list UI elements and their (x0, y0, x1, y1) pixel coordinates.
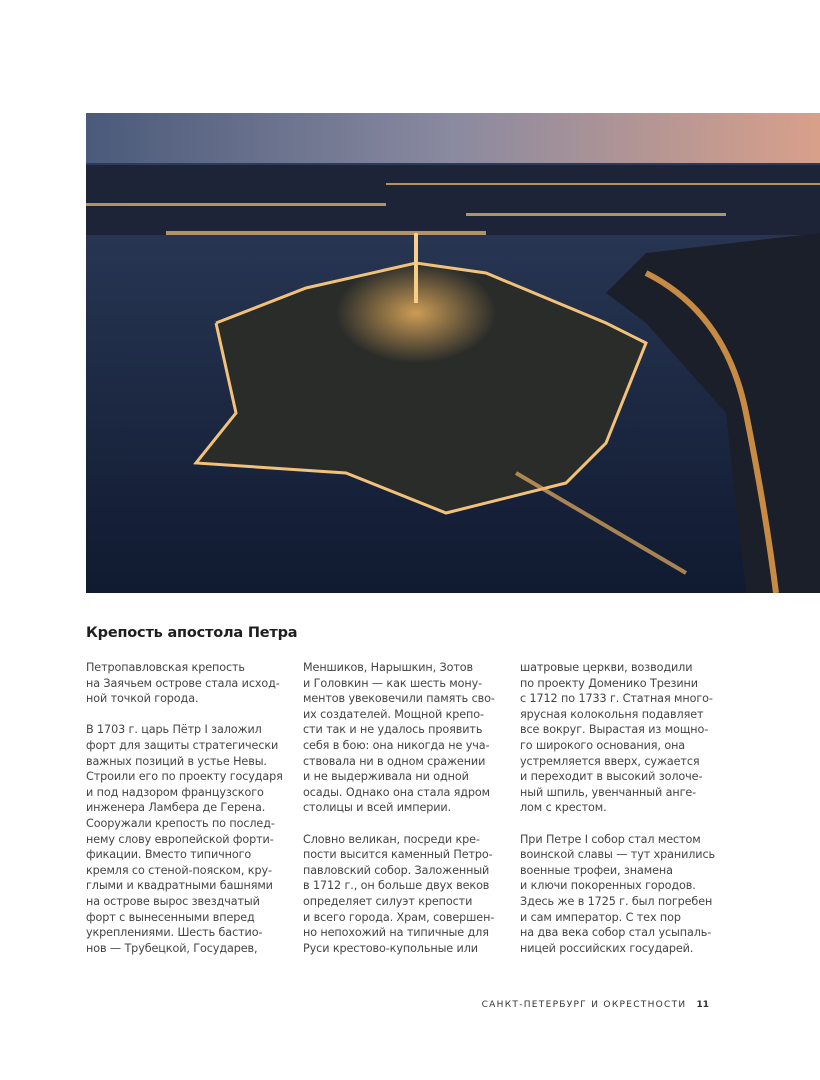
paragraph (520, 660, 735, 816)
text-line: Строили его по проекту государя (86, 770, 283, 784)
text-line: нему слову европейской форти- (86, 832, 274, 846)
text-line: форт для защиты стратегически (86, 738, 279, 752)
page-number: 11 (696, 1000, 709, 1010)
text-line: на два века собор стал усыпаль- (520, 926, 712, 940)
paragraph (303, 660, 518, 816)
text-line: пости высится каменный Петро- (303, 848, 493, 862)
text-column-1 (86, 660, 301, 972)
text-line: глыми и квадратными башнями (86, 879, 273, 893)
text-line: и ключи покоренных городов. (520, 879, 696, 893)
paragraph (520, 832, 735, 957)
text-line: все вокруг. Вырастая из мощно- (520, 723, 709, 737)
text-line: сти так и не удалось проявить (303, 723, 483, 737)
text-column-2 (303, 660, 518, 972)
text-line: на острове вырос звездчатый (86, 894, 260, 908)
text-line: Сооружали крепость по послед- (86, 816, 275, 830)
text-line: го широкого основания, она (520, 738, 686, 752)
text-line: в 1712 г., он больше двух веков (303, 879, 490, 893)
text-line: инженера Ламбера де Герена. (86, 801, 266, 815)
text-line: с 1712 по 1733 г. Статная много- (520, 692, 713, 706)
text-line: себя в бою: она никогда не уча- (303, 738, 490, 752)
text-line: Меншиков, Нарышкин, Зотов (303, 661, 474, 674)
text-line: и переходит в высокий золоче- (520, 770, 703, 784)
text-line: ный шпиль, увенчанный анге- (520, 785, 697, 799)
text-line: фикации. Вместо типичного (86, 848, 252, 862)
aerial-photo-peter-and-paul-fortress (86, 113, 820, 593)
text-column-3 (520, 660, 735, 972)
text-line: ницей российских государей. (520, 941, 694, 955)
text-line: нов — Трубецкой, Государев, (86, 941, 258, 955)
text-line: кремля со стеной-пояском, кру- (86, 863, 272, 877)
text-line: но непохожий на типичные для (303, 926, 489, 940)
text-line: воинской славы — тут хранились (520, 848, 716, 862)
text-line: столицы и всей империи. (303, 801, 452, 815)
text-line: военные трофеи, знамена (520, 863, 673, 877)
text-line: важных позиций в устье Невы. (86, 754, 267, 768)
text-line: и не выдерживала ни одной (303, 770, 469, 784)
text-line: лом с крестом. (520, 801, 607, 815)
paragraph (86, 722, 301, 956)
text-line: ствовала ни в одном сражении (303, 754, 486, 768)
text-line: и Головкин — как шесть мону- (303, 676, 483, 690)
text-line: определяет силуэт крепости (303, 894, 473, 908)
text-line: их создателей. Мощной крепо- (303, 707, 484, 721)
text-line: павловский собор. Заложенный (303, 863, 490, 877)
text-line: Здесь же в 1725 г. был погребен (520, 894, 713, 908)
text-line: ярусная колокольня подавляет (520, 707, 704, 721)
text-line: шатровые церкви, возводили (520, 661, 693, 674)
text-line: осады. Однако она стала ядром (303, 785, 491, 799)
text-line: ной точкой города. (86, 692, 199, 706)
text-line: и под надзором французского (86, 785, 264, 799)
page-footer (482, 1000, 709, 1010)
paragraph (303, 832, 518, 957)
text-line: на Заячьем острове стала исход- (86, 676, 280, 690)
text-line: ментов увековечили память сво- (303, 692, 495, 706)
text-line: укреплениями. Шесть бастио- (86, 926, 263, 940)
text-line: и всего города. Храм, совершен- (303, 910, 495, 924)
section-heading: Крепость апостола Петра (86, 625, 298, 641)
text-line: Петропавловская крепость (86, 661, 245, 674)
text-line: устремляется вверх, сужается (520, 754, 700, 768)
text-line: по проекту Доменико Трезини (520, 676, 698, 690)
text-line: форт с вынесенными вперед (86, 910, 255, 924)
text-line: При Петре I собор стал местом (520, 832, 701, 846)
text-line: и сам император. С тех пор (520, 910, 681, 924)
running-title: САНКТ-ПЕТЕРБУРГ И ОКРЕСТНОСТИ (481, 1000, 687, 1010)
text-line: Словно великан, посреди кре- (303, 832, 480, 846)
text-line: В 1703 г. царь Пётр I заложил (86, 723, 262, 737)
text-line: Руси крестово-купольные или (303, 941, 478, 955)
paragraph (86, 660, 301, 707)
